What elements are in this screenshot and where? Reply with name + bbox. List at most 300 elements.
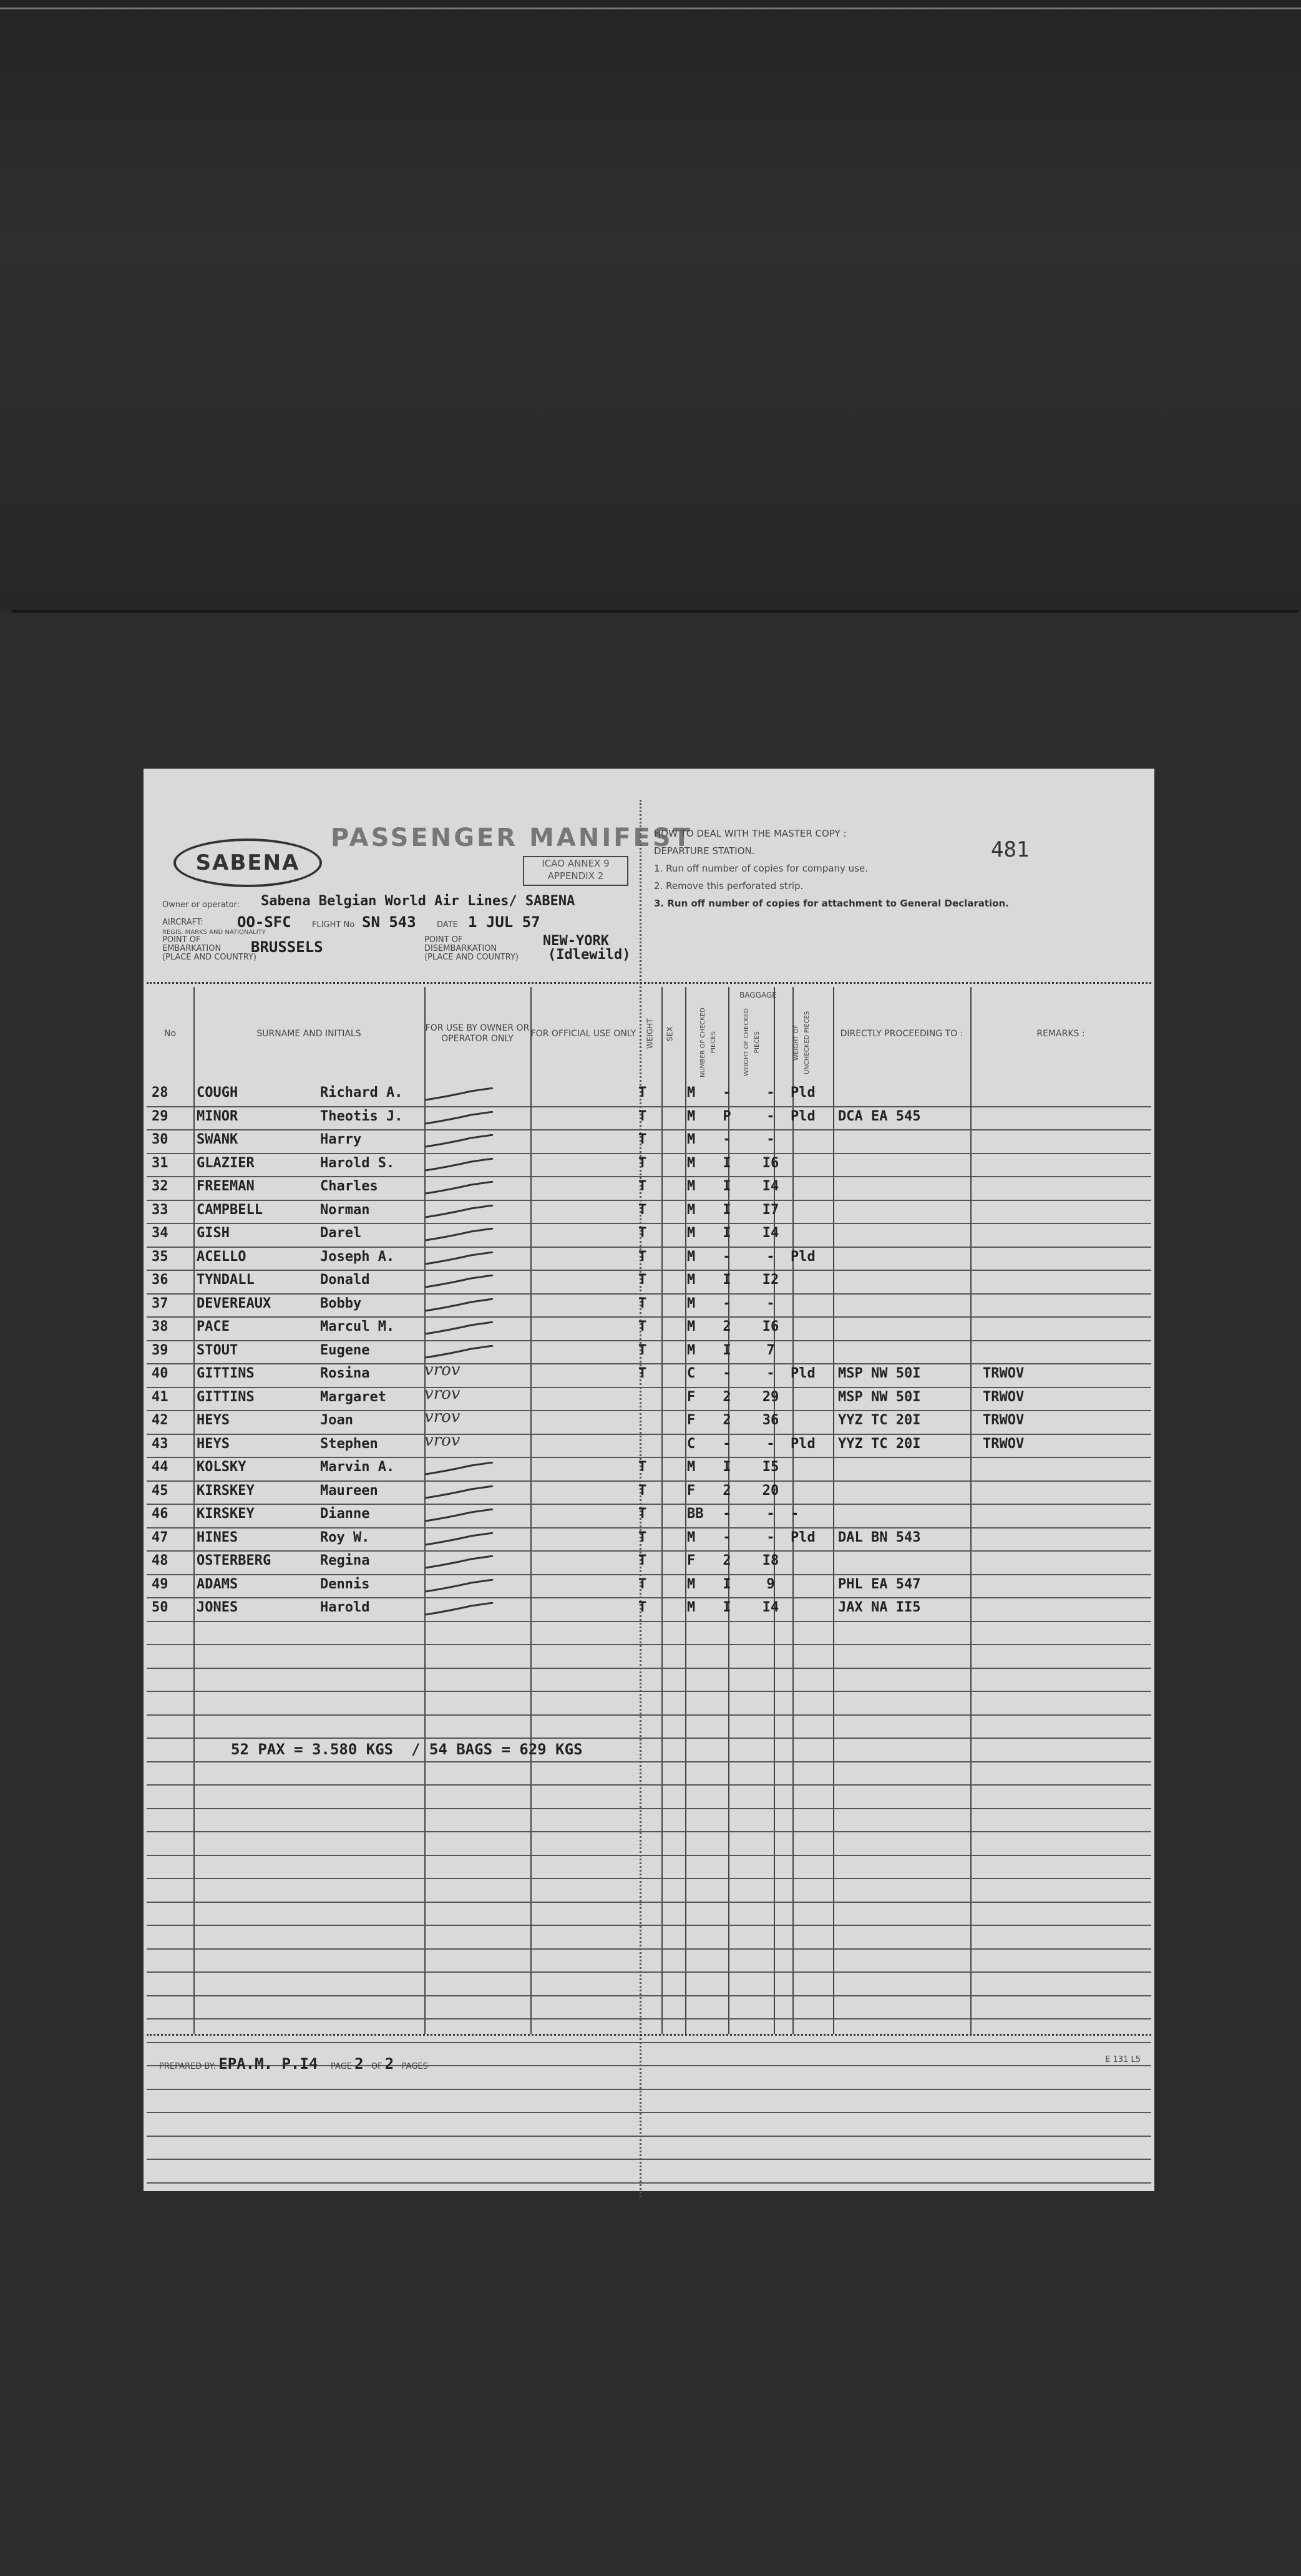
cell-no: 35 (152, 1248, 168, 1265)
cell-wt: I4 (762, 1179, 779, 1194)
passenger-rows (147, 1084, 1151, 2184)
disembark-label-3: (PLACE AND COUNTRY) (424, 953, 519, 962)
cell-init: Marcul M. (320, 1319, 395, 1334)
table-row (147, 1598, 1151, 1622)
cell-g: M (687, 1576, 696, 1592)
cell-tm: T (638, 1225, 647, 1241)
cell-tm: T (638, 1506, 647, 1522)
cell-wt: - (766, 1506, 775, 1522)
cell-pcs: I (723, 1155, 731, 1171)
cell-dest: DCA EA 545 (838, 1108, 921, 1124)
cell-pcs: 2 (723, 1553, 731, 1568)
cell-g: M (687, 1319, 696, 1334)
cell-g: M (687, 1342, 696, 1358)
cell-no: 50 (152, 1600, 168, 1615)
cell-surname: CAMPBELL (197, 1202, 263, 1218)
manifest-sheet (144, 769, 1154, 2191)
cell-wt: I6 (762, 1319, 779, 1334)
cell-surname: GISH (197, 1225, 230, 1241)
cell-pcs: P (723, 1108, 731, 1124)
cell-pcs: I (723, 1202, 731, 1218)
cell-pcs: 2 (723, 1412, 731, 1428)
sheet-number: 481 (991, 837, 1030, 862)
cell-surname: GITTINS (197, 1366, 255, 1381)
date-label: DATE (437, 920, 458, 930)
aircraft-sub-label: REGIS. MARKS AND NATIONALITY (162, 929, 266, 936)
col-baggage-header: BAGGAGE (739, 990, 777, 999)
table-row (147, 1384, 1151, 1412)
cell-tm: T (638, 1295, 647, 1311)
cell-g: M (687, 1529, 696, 1545)
aircraft-value: OO-SFC (237, 913, 291, 931)
icao-annex-box (523, 856, 628, 886)
cell-no: 36 (152, 1272, 168, 1288)
table-row (147, 1407, 1151, 1435)
cell-surname: KOLSKY (197, 1459, 246, 1475)
table-row (147, 1505, 1151, 1529)
master-station: DEPARTURE STATION. (654, 845, 755, 857)
cell-wt: I5 (762, 1459, 779, 1475)
master-copy-instructions (654, 825, 1009, 912)
col-owner-header: FOR USE BY OWNER OR OPERATOR ONLY (425, 1023, 530, 1044)
cell-surname: ADAMS (197, 1576, 238, 1592)
blank-row (147, 1692, 1151, 1716)
cell-unch: Pld (791, 1108, 816, 1124)
cell-wt: - (766, 1108, 775, 1124)
cell-dest: MSP NW 50I (838, 1366, 921, 1381)
pages-label: PAGES (401, 2062, 428, 2071)
blank-row (147, 1856, 1151, 1880)
table-row (147, 1154, 1151, 1178)
cell-wt: - (766, 1132, 775, 1147)
cell-g: M (687, 1295, 696, 1311)
cell-wt: 7 (766, 1342, 775, 1358)
cell-pcs: 2 (723, 1482, 731, 1499)
footer (159, 2055, 428, 2073)
col-directly-header: DIRECTLY PROCEEDING TO : (840, 1028, 963, 1039)
cell-init: Dianne (320, 1506, 370, 1522)
check-mark-icon (424, 1181, 505, 1196)
cell-tm: T (638, 1576, 647, 1592)
master-step-2: 2. Remove this perforated strip. (654, 880, 804, 892)
cell-unch: Pld (791, 1436, 816, 1452)
cell-init: Theotis J. (320, 1108, 403, 1124)
cell-pcs: - (723, 1506, 731, 1522)
check-mark-icon (424, 1228, 505, 1243)
check-mark-icon (424, 1579, 505, 1594)
cell-surname: DEVEREAUX (197, 1295, 271, 1311)
sabena-logo: SABENA (173, 838, 322, 887)
blank-row (147, 2137, 1151, 2160)
cell-g: M (687, 1272, 696, 1288)
cell-pcs: - (723, 1366, 731, 1381)
cell-tm: T (638, 1179, 647, 1194)
cell-wt: 36 (762, 1412, 779, 1428)
cell-surname: TYNDALL (197, 1272, 255, 1288)
embark-label-3: (PLACE AND COUNTRY) (162, 953, 257, 962)
disembark-value-airport: (Idlewild) (548, 947, 631, 963)
table-row (147, 1107, 1151, 1131)
cell-g: M (687, 1202, 696, 1218)
cell-no: 44 (152, 1459, 168, 1475)
check-mark-icon (424, 1462, 505, 1477)
cell-no: 33 (152, 1202, 168, 1218)
cell-surname: MINOR (197, 1108, 238, 1124)
cell-tm: T (638, 1155, 647, 1171)
cell-surname: OSTERBERG (197, 1553, 271, 1568)
cell-unch: Pld (791, 1529, 816, 1545)
cell-init: Darel (320, 1225, 362, 1241)
blank-row (147, 1879, 1151, 1903)
cell-pcs: 2 (723, 1389, 731, 1405)
cell-wt: I6 (762, 1155, 779, 1171)
cell-tm: T (638, 1529, 647, 1545)
check-mark-icon (424, 1555, 505, 1570)
cell-rem: TRWOV (983, 1366, 1025, 1381)
cell-wt: I7 (762, 1202, 779, 1218)
check-mark-icon (424, 1485, 505, 1500)
cell-surname: SWANK (197, 1132, 238, 1147)
cell-dest: PHL EA 547 (838, 1576, 921, 1592)
check-mark-icon (424, 1205, 505, 1220)
cell-no: 43 (152, 1436, 168, 1452)
footer-rule (147, 2034, 1151, 2036)
cell-no: 39 (152, 1342, 168, 1358)
cell-wt: 20 (762, 1482, 779, 1499)
col-checked-weight-header: WEIGHT OF CHECKED PIECES (743, 1008, 761, 1077)
cell-tm: T (638, 1132, 647, 1147)
cell-wt: 9 (766, 1576, 775, 1592)
cell-unch: Pld (791, 1248, 816, 1265)
table-row (147, 1529, 1151, 1552)
cell-init: Harry (320, 1132, 362, 1147)
table-row (147, 1361, 1151, 1388)
film-edge-line (0, 7, 1301, 9)
cell-wt: - (766, 1085, 775, 1101)
col-remarks-header: REMARKS : (1036, 1028, 1085, 1039)
blank-row (147, 1786, 1151, 1809)
cell-tm: T (638, 1553, 647, 1568)
cell-init: Harold S. (320, 1155, 395, 1171)
cell-no: 31 (152, 1155, 168, 1171)
cell-no: 34 (152, 1225, 168, 1241)
cell-init: Regina (320, 1553, 370, 1568)
cell-wt: I4 (762, 1225, 779, 1241)
date-value: 1 JUL 57 (468, 913, 540, 931)
cell-pcs: - (723, 1295, 731, 1311)
cell-surname: ACELLO (197, 1248, 246, 1265)
cell-surname: STOUT (197, 1342, 238, 1358)
cell-init: Roy W. (320, 1529, 370, 1545)
cell-dest: MSP NW 50I (838, 1389, 921, 1405)
cell-init: Joseph A. (320, 1248, 395, 1265)
cell-pcs: I (723, 1342, 731, 1358)
table-row (147, 1084, 1151, 1107)
master-heading: HOW TO DEAL WITH THE MASTER COPY : (654, 828, 847, 839)
cell-pcs: I (723, 1225, 731, 1241)
check-mark-icon (424, 1111, 505, 1126)
table-row (147, 1177, 1151, 1201)
cell-init: Stephen (320, 1436, 378, 1452)
cell-tm: T (638, 1600, 647, 1615)
col-sex-header: SEX (665, 1026, 675, 1041)
check-mark-icon (424, 1298, 505, 1313)
check-mark-icon (424, 1345, 505, 1360)
cell-pcs: I (723, 1600, 731, 1615)
disembark-value: NEW-YORK (543, 933, 609, 949)
cell-unch: - (791, 1506, 799, 1522)
prepared-value: EPA.M. P.I4 (218, 2055, 318, 2073)
cell-wt: - (766, 1295, 775, 1311)
blank-row (147, 1809, 1151, 1833)
blank-row (147, 1669, 1151, 1693)
embark-label-2: EMBARKATION (162, 944, 222, 953)
cell-no: 41 (152, 1389, 168, 1405)
cell-dest: YYZ TC 20I (838, 1436, 921, 1452)
cell-pcs: - (723, 1085, 731, 1101)
table-row (147, 1130, 1151, 1154)
cell-g: M (687, 1108, 696, 1124)
table-row (147, 1271, 1151, 1295)
cell-surname: PACE (197, 1319, 230, 1334)
cell-init: Rosina (320, 1366, 370, 1381)
col-weight-header: WEIGHT (645, 1018, 655, 1049)
cell-pcs: 2 (723, 1319, 731, 1334)
table-row (147, 1201, 1151, 1225)
annex-line-1: ICAO ANNEX 9 (542, 858, 610, 869)
owner-value: Sabena Belgian World Air Lines/ SABENA (261, 893, 575, 909)
cell-g: M (687, 1600, 696, 1615)
check-mark-icon (424, 1602, 505, 1617)
cell-tm: T (638, 1366, 647, 1381)
cell-surname: HINES (197, 1529, 238, 1545)
cell-tm: T (638, 1482, 647, 1499)
cell-pcs: - (723, 1529, 731, 1545)
cell-tm: T (638, 1342, 647, 1358)
cell-rem: TRWOV (983, 1436, 1025, 1452)
table-header (147, 987, 1151, 1081)
check-mark-icon (424, 1275, 505, 1290)
cell-dest: JAX NA II5 (838, 1600, 921, 1615)
embark-value: BRUSSELS (251, 938, 323, 956)
table-top-rule (147, 982, 1151, 984)
aircraft-label: AIRCRAFT: (162, 918, 203, 927)
blank-row (147, 2019, 1151, 2043)
form-number: E 131 L5 (1105, 2055, 1141, 2064)
cell-no: 29 (152, 1108, 168, 1124)
blank-row (147, 1762, 1151, 1786)
cell-wt: - (766, 1248, 775, 1265)
blank-row (147, 1996, 1151, 2020)
disembark-label-2: DISEMBARKATION (424, 944, 497, 953)
cell-init: Margaret (320, 1389, 386, 1405)
cell-init: Norman (320, 1202, 370, 1218)
cell-pcs: I (723, 1576, 731, 1592)
cell-pcs: I (723, 1459, 731, 1475)
cell-dest: YYZ TC 20I (838, 1412, 921, 1428)
cell-no: 42 (152, 1412, 168, 1428)
cell-owner: vrov (424, 1407, 460, 1426)
blank-row (147, 1903, 1151, 1927)
cell-tm: T (638, 1108, 647, 1124)
master-step-3: 3. Run off number of copies for attachment to General Declaration. (654, 898, 1009, 909)
table-row (147, 1482, 1151, 1505)
cell-surname: HEYS (197, 1412, 230, 1428)
table-row (147, 1341, 1151, 1365)
check-mark-icon (424, 1532, 505, 1547)
flight-label: FLIGHT No (312, 920, 355, 930)
cell-owner: vrov (424, 1361, 460, 1379)
cell-tm: T (638, 1202, 647, 1218)
check-mark-icon (424, 1134, 505, 1149)
cell-init: Maureen (320, 1482, 378, 1499)
cell-unch: Pld (791, 1085, 816, 1101)
blank-row (147, 1973, 1151, 1996)
disembark-label-1: POINT OF (424, 935, 463, 945)
cell-pcs: - (723, 1436, 731, 1452)
cell-wt: - (766, 1436, 775, 1452)
cell-g: M (687, 1459, 696, 1475)
page-value: 2 (354, 2055, 364, 2073)
table-row (147, 1431, 1151, 1459)
cell-surname: GITTINS (197, 1389, 255, 1405)
cell-init: Dennis (320, 1576, 370, 1592)
cell-g: C (687, 1366, 696, 1381)
cell-pcs: - (723, 1248, 731, 1265)
master-step-1: 1. Run off number of copies for company use. (654, 863, 868, 874)
cell-no: 40 (152, 1366, 168, 1381)
check-mark-icon (424, 1158, 505, 1173)
cell-tm: T (638, 1319, 647, 1334)
cell-init: Bobby (320, 1295, 362, 1311)
cell-surname: KIRSKEY (197, 1482, 255, 1499)
cell-g: F (687, 1389, 696, 1405)
blank-row (147, 1832, 1151, 1856)
cell-wt: - (766, 1529, 775, 1545)
manifest-title: PASSENGER MANIFEST (331, 824, 693, 852)
cell-no: 49 (152, 1576, 168, 1592)
cell-init: Eugene (320, 1342, 370, 1358)
cell-surname: HEYS (197, 1436, 230, 1452)
cell-rem: TRWOV (983, 1389, 1025, 1405)
blank-row (147, 2113, 1151, 2137)
totals-line: 52 PAX = 3.580 KGS / 54 BAGS = 629 KGS (231, 1741, 583, 1758)
cell-pcs: I (723, 1179, 731, 1194)
top-film-frame (0, 0, 1301, 611)
cell-init: Joan (320, 1412, 353, 1428)
cell-surname: GLAZIER (197, 1155, 255, 1171)
check-mark-icon (424, 1509, 505, 1524)
table-row (147, 1575, 1151, 1599)
blank-row (147, 1622, 1151, 1646)
cell-surname: KIRSKEY (197, 1506, 255, 1522)
cell-g: M (687, 1132, 696, 1147)
flight-value: SN 543 (362, 913, 416, 931)
cell-no: 37 (152, 1295, 168, 1311)
cell-no: 38 (152, 1319, 168, 1334)
check-mark-icon (424, 1087, 505, 1102)
annex-line-2: APPENDIX 2 (547, 870, 604, 882)
cell-surname: COUGH (197, 1085, 238, 1101)
cell-init: Harold (320, 1600, 370, 1615)
of-value: 2 (384, 2055, 394, 2073)
blank-row (147, 1645, 1151, 1669)
cell-no: 30 (152, 1132, 168, 1147)
cell-dest: DAL BN 543 (838, 1529, 921, 1545)
cell-owner: vrov (424, 1384, 460, 1403)
cell-pcs: - (723, 1132, 731, 1147)
cell-no: 32 (152, 1179, 168, 1194)
cell-no: 48 (152, 1553, 168, 1568)
cell-no: 47 (152, 1529, 168, 1545)
cell-g: F (687, 1482, 696, 1499)
col-unchecked-weight-header: WEIGHT OF UNCHECKED PIECES (793, 1011, 811, 1074)
cell-tm: T (638, 1085, 647, 1101)
check-mark-icon (424, 1252, 505, 1266)
cell-g: F (687, 1412, 696, 1428)
cell-g: C (687, 1436, 696, 1452)
table-row (147, 1248, 1151, 1271)
cell-owner: vrov (424, 1431, 460, 1450)
col-no-header: No (163, 1028, 177, 1039)
blank-row (147, 1950, 1151, 1973)
cell-wt: I2 (762, 1272, 779, 1288)
blank-row (147, 1926, 1151, 1950)
check-mark-icon (424, 1321, 505, 1336)
embark-label-1: POINT OF (162, 935, 201, 945)
cell-init: Charles (320, 1179, 378, 1194)
cell-g: M (687, 1155, 696, 1171)
cell-wt: - (766, 1366, 775, 1381)
cell-g: BB (687, 1506, 704, 1522)
table-row (147, 1552, 1151, 1575)
cell-unch: Pld (791, 1366, 816, 1381)
cell-tm: T (638, 1248, 647, 1265)
cell-no: 45 (152, 1482, 168, 1499)
col-surname-header: SURNAME AND INITIALS (256, 1028, 361, 1039)
cell-init: Marvin A. (320, 1459, 395, 1475)
cell-wt: 29 (762, 1389, 779, 1405)
cell-wt: I8 (762, 1553, 779, 1568)
owner-label: Owner or operator: (162, 900, 240, 910)
blank-row (147, 2160, 1151, 2184)
cell-g: M (687, 1225, 696, 1241)
cell-init: Richard A. (320, 1085, 403, 1101)
cell-g: F (687, 1553, 696, 1568)
cell-wt: I4 (762, 1600, 779, 1615)
cell-surname: FREEMAN (197, 1179, 255, 1194)
table-row (147, 1318, 1151, 1341)
cell-g: M (687, 1248, 696, 1265)
cell-surname: JONES (197, 1600, 238, 1615)
cell-g: M (687, 1179, 696, 1194)
col-official-header: FOR OFFICIAL USE ONLY (530, 1028, 636, 1039)
cell-no: 28 (152, 1085, 168, 1101)
blank-row (147, 2090, 1151, 2114)
of-label: OF (371, 2062, 383, 2071)
cell-tm: T (638, 1272, 647, 1288)
table-row (147, 1295, 1151, 1318)
cell-g: M (687, 1085, 696, 1101)
cell-rem: TRWOV (983, 1412, 1025, 1428)
prepared-label: PREPARED BY: (159, 2062, 217, 2071)
cell-init: Donald (320, 1272, 370, 1288)
table-row (147, 1224, 1151, 1248)
cell-pcs: I (723, 1272, 731, 1288)
table-row (147, 1458, 1151, 1482)
cell-no: 46 (152, 1506, 168, 1522)
page-label: PAGE (330, 2062, 352, 2071)
